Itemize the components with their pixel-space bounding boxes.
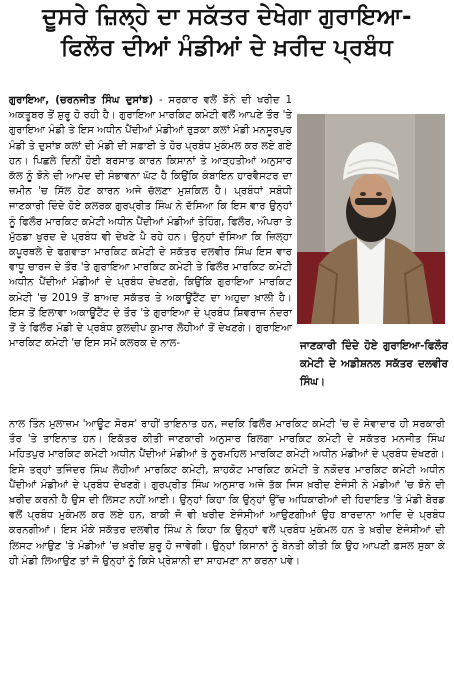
lead-paragraph xyxy=(9,93,292,351)
headline-line-2: ਫਿਲੌਰ ਦੀਆਂ ਮੰਡੀਆਂ ਦੇ ਖ਼ਰੀਦ ਪ੍ਰਬੰਧ xyxy=(60,35,394,61)
photo-caption: ਜਾਣਕਾਰੀ ਦਿੰਦੇ ਹੋਏ ਗੁਰਾਇਆ-ਫਿਲੌਰ ਕਮੇਟੀ ਦੇ ਅਡੀਸ਼ਨਲ ਸਕੱਤਰ ਦਲਵੀਰ ਸਿੰਘ। xyxy=(300,340,448,388)
continuation-paragraph: ਨਾਲ ਤਿੰਨ ਮੁਲਾਜ਼ਮ 'ਆਊਟ ਸੋਰਸ' ਰਾਹੀਂ ਤਾਇਨਾਤ ਹਨ, ਜਦਕਿ ਫਿਲੌਰ ਮਾਰਕਿਟ ਕਮੇਟੀ 'ਚ ਦੋ ਸੇਵਾਦਾਰ ਹੀ ਸਰਕਾਰੀ ਤੌਰ 'ਤੇ ਤਾਇਨਾਤ ਹਨ। ਇਕੱਤਰ ਕੀਤੀ ਜਾਣਕਾਰੀ ਅਨੁਸਾਰ ਬਿਲਗਾ ਮਾਰਕਿਟ ਕਮੇਟੀ ਦੇ ਸਕੱਤਰ ਮਨਜੀਤ ਸਿੰਘ ਮਹਿਤਪੁਰ ਮਾਰਕਿਟ ਕਮੇਟੀ ਅਧੀਨ ਪੈਂਦੀਆਂ ਮੰਡੀਆਂ ਤੇ ਨੂਰਮਹਿਲ ਮਾਰਕਿਟ ਕਮੇਟੀ ਅਧੀਨ ਮੰਡੀਆਂ ਦੇ ਪ੍ਰਬੰਧ ਦੇਖਣਗੇ। ਇਸੇ ਤਰ੍ਹਾਂ ਤਜਿੰਦਰ ਸਿੰਘ ਲੋਹੀਆਂ ਮਾਰਕਿਟ ਕਮੇਟੀ, ਸ਼ਾਹਕੋਟ ਮਾਰਕਿਟ ਕਮੇਟੀ ਤੇ ਨਕੋਦਰ ਮਾਰਕਿਟ ਕਮੇਟੀ ਅਧੀਨ ਪੈਂਦੀਆਂ ਮੰਡੀਆਂ ਦੇ ਪ੍ਰਬੰਧ ਦੇਖਣਗੇ। ਗੁਰਪ੍ਰੀਤ ਸਿੰਘ ਅਨੁਸਾਰ ਅਜੇ ਤੱਕ ਜਿਸ ਖ਼ਰੀਦ ਏਜੰਸੀ ਨੇ ਮੰਡੀਆਂ 'ਚ ਝੋਨੇ ਦੀ ਖ਼ਰੀਦ ਕਰਨੀ ਹੈ ਉਸ ਦੀ ਲਿਸਟ ਨਹੀਂ ਆਈ। ਉਨ੍ਹਾਂ ਕਿਹਾ ਕਿ ਉਨ੍ਹਾਂ ਉੱਚ ਅਧਿਕਾਰੀਆਂ ਦੀ ਹਿਦਾਇਤ 'ਤੇ ਮੰਡੀ ਬੋਰਡ ਵਲੋਂ ਪ੍ਰਬੰਧ ਮੁਕੰਮਲ ਕਰ ਲਏ ਹਨ, ਬਾਕੀ ਜੋ ਵੀ ਖਰੀਦ ਏਜੰਸੀਆਂ ਆਉਣਗੀਆਂ ਉਹ ਬਾਰਦਾਨਾ ਆਦਿ ਦੇ ਪ੍ਰਬੰਧ ਕਰਨਗੀਆਂ। ਇਸ ਮੌਕੇ ਸਕੱਤਰ ਦਲਵੀਰ ਸਿੰਘ ਨੇ ਕਿਹਾ ਕਿ ਉਨ੍ਹਾਂ ਵਲੋਂ ਪ੍ਰਬੰਧ ਮੁਕੰਮਲ ਹਨ ਤੇ ਖ਼ਰੀਦ ਏਜੰਸੀਆਂ ਦੀ ਲਿਸਟ ਆਉਣ 'ਤੇ ਮੰਡੀਆਂ 'ਚ ਖ਼ਰੀਦ ਸ਼ੁਰੂ ਹੋ ਜਾਵੇਗੀ। ਉਨ੍ਹਾਂ ਕਿਸਾਨਾਂ ਨੂੰ ਬੇਨਤੀ ਕੀਤੀ ਕਿ ਉਹ ਆਪਣੀ ਫ਼ਸਲ ਸੁਕਾ ਕੇ ਹੀ ਮੰਡੀ ਲਿਆਉਣ ਤਾਂ ਜੋ ਉਨ੍ਹਾਂ ਨੂੰ ਕਿਸੇ ਪ੍ਰੇਸ਼ਾਨੀ ਦਾ ਸਾਹਮਣਾ ਨਾ ਕਰਨਾ ਪਵੇ। xyxy=(9,419,445,567)
headline xyxy=(8,2,446,64)
article-column xyxy=(9,93,292,351)
article-continuation xyxy=(9,417,445,569)
byline: ਗੁਰਾਇਆ, (ਚਰਨਜੀਤ ਸਿੰਘ ਦੁਸਾਂਝ) xyxy=(9,95,154,106)
headline-line-1: ਦੂਸਰੇ ਜ਼ਿਲ੍ਹੇ ਦਾ ਸਕੱਤਰ ਦੇਖੇਗਾ ਗੁਰਾਇਆ- xyxy=(42,4,412,30)
portrait-photo xyxy=(297,114,445,324)
news-photo xyxy=(297,114,445,324)
column-text: - ਸਰਕਾਰ ਵਲੋਂ ਝੋਨੇ ਦੀ ਖਰੀਦ 1 ਅਕਤੂਬਰ ਤੋਂ ਸ਼ੁਰੂ ਹੋ ਰਹੀ ਹੈ। ਗੁਰਾਇਆ ਮਾਰਕਿਟ ਕਮੇਟੀ ਵਲੋਂ ਆਪਣੇ ਤੌਰ 'ਤੇ ਗੁਰਾਇਆ ਮੰਡੀ ਤੇ ਇਸ ਅਧੀਨ ਪੈਂਦੀਆਂ ਮੰਡੀਆਂ ਰੁੜਕਾ ਕਲਾਂ ਮੰਡੀ ਮਨਸੂਰਪੁਰ ਮੰਡੀ ਤੇ ਦੁਸਾਂਝ ਕਲਾਂ ਦੀ ਮੰਡੀ ਦੀ ਸਫ਼ਾਈ ਤੇ ਹੋਰ ਪ੍ਰਬੰਧ ਮੁਕੰਮਲ ਕਰ ਲਏ ਗਏ ਹਨ। ਪਿਛਲੇ ਦਿਨੀਂ ਹੋਈ ਬਰਸਾਤ ਕਾਰਨ ਕਿਸਾਨਾਂ ਤੇ ਆੜ੍ਹਤੀਆਂ ਅਨੁਸਾਰ ਕੱਲ ਨੂੰ ਝੋਨੇ ਦੀ ਆਮਦ ਦੀ ਸੰਭਾਵਨਾ ਘੱਟ ਹੈ ਕਿਉਂਕਿ ਕੰਬਾਇਨ ਹਾਰਵੈਸਟਰ ਦਾ ਜ਼ਮੀਨ 'ਚ ਸਿੱਲ ਹੋਣ ਕਾਰਨ ਅਜੇ ਚੱਲਣਾ ਮੁਸ਼ਕਿਲ ਹੈ। ਪ੍ਰਬੰਧਾਂ ਸਬੰਧੀ ਜਾਣਕਾਰੀ ਦਿੰਦੇ ਹੋਏ ਕਲਰਕ ਗੁਰਪ੍ਰੀਤ ਸਿੰਘ ਨੇ ਦੱਸਿਆ ਕਿ ਇਸ ਵਾਰ ਉਨ੍ਹਾਂ ਨੂੰ ਫਿਲੌਰ ਮਾਰਕਿਟ ਕਮੇਟੀ ਅਧੀਨ ਪੈਂਦੀਆਂ ਮੰਡੀਆਂ ਤੇਹਿੰਗ, ਫਿਲੌਰ, ਔਪਰਾ ਤੇ ਮੁੱਠਡਾ ਖੁਰਦ ਦੇ ਪ੍ਰਬੰਧ ਵੀ ਦੇਖਣੇ ਪੈ ਰਹੇ ਹਨ। ਉਨ੍ਹਾਂ ਦੱਸਿਆ ਕਿ ਜ਼ਿਲ੍ਹਾ ਕਪੂਰਥਲੇ ਦੇ ਫਗਵਾੜਾ ਮਾਰਕਿਟ ਕਮੇਟੀ ਦੇ ਸਕੱਤਰ ਦਲਵੀਰ ਸਿੰਘ ਇਸ ਵਾਰ ਵਾਧੂ ਚਾਰਜ ਦੇ ਤੌਰ 'ਤੇ ਗੁਰਾਇਆ ਮਾਰਕਿਟ ਕਮੇਟੀ ਤੇ ਫਿਲੌਰ ਮਾਰਕਿਟ ਕਮੇਟੀ ਅਧੀਨ ਪੈਂਦੀਆਂ ਮੰਡੀਆਂ ਦੇ ਪ੍ਰਬੰਧ ਦੇਖਣਗੇ, ਕਿਉਂਕਿ ਗੁਰਾਇਆ ਮਾਰਕਿਟ ਕਮੇਟੀ 'ਚ 2019 ਤੋਂ ਬਾਅਦ ਸਕੱਤਰ ਤੇ ਅਕਾਊਂਟੈਂਟ ਦਾ ਅਹੁਦਾ ਖ਼ਾਲੀ ਹੈ। ਇਸ ਤੋਂ ਇਲਾਵਾ ਅਕਾਊਂਟੈਂਟ ਦੇ ਤੌਰ 'ਤੇ ਗੁਰਾਇਆ ਦੇ ਪ੍ਰਬੰਧ ਸ਼ਿਵਰਾਜ ਨੰਦਰਾ ਤੋਂ ਤੇ ਫਿਲੌਰ ਮੰਡੀ ਦੇ ਪ੍ਰਬੰਧ ਕੁਲਦੀਪ ਕੁਮਾਰ ਲੋਹੀਆਂ ਤੋਂ ਦੇਖਣਗੇ। ਗੁਰਾਇਆ ਮਾਰਕਿਟ ਕਮੇਟੀ 'ਚ ਇਸ ਸਮੇਂ ਕਲਰਕ ਦੇ ਨਾਲ- xyxy=(9,95,292,350)
